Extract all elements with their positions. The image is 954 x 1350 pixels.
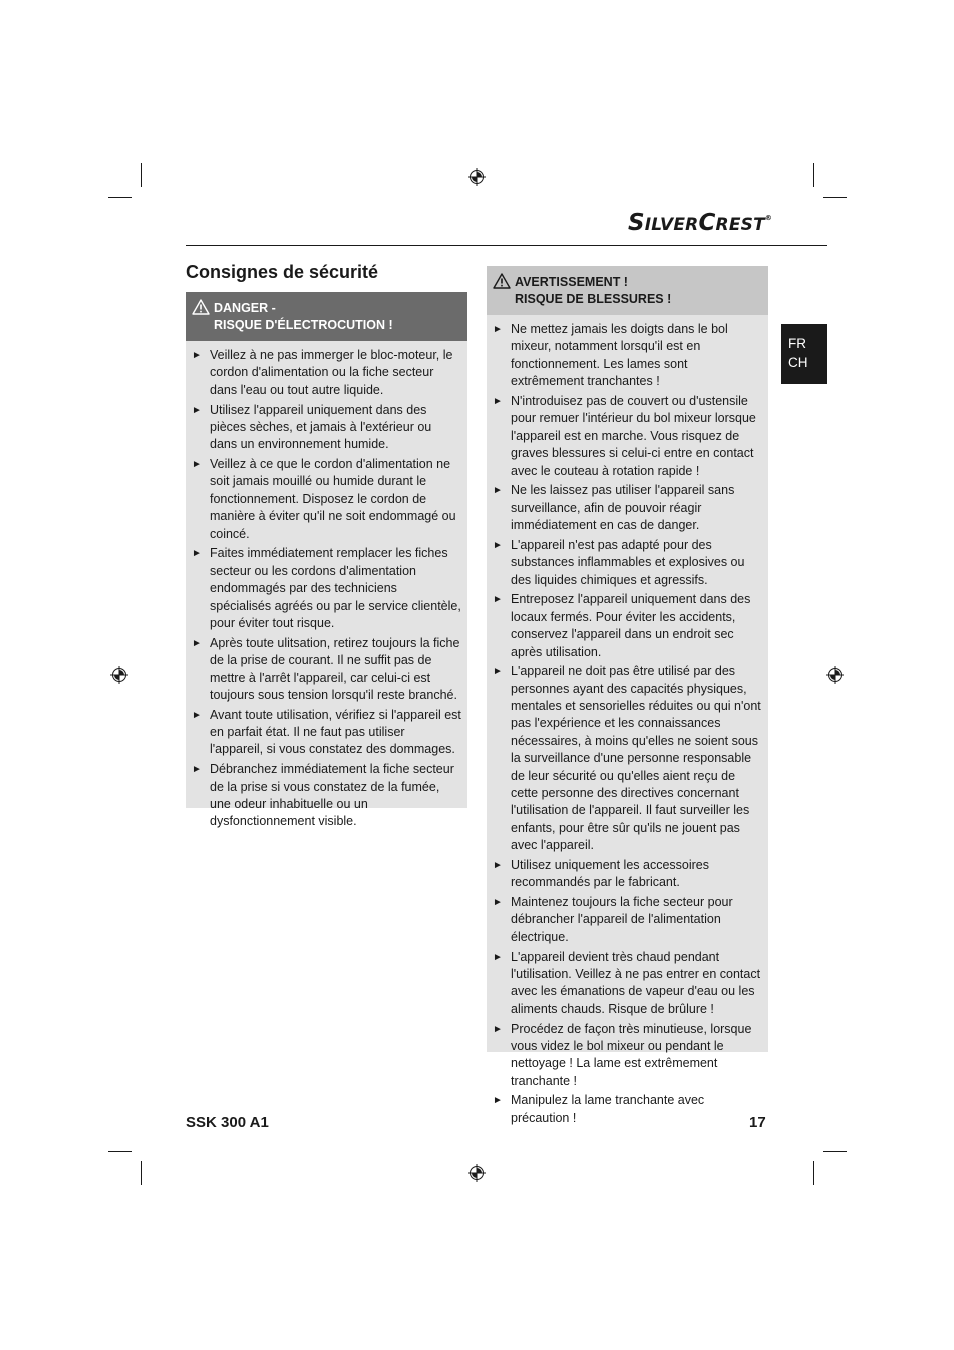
- registered-mark: ®: [764, 214, 773, 222]
- bullet-arrow-icon: ►: [493, 324, 503, 335]
- bullet-arrow-icon: ►: [192, 548, 202, 560]
- crop-mark: [813, 163, 814, 187]
- list-item: [487, 537, 762, 589]
- registration-mark-icon: [110, 666, 128, 684]
- bullet-arrow-icon: ►: [192, 404, 202, 416]
- list-item: [487, 1021, 762, 1091]
- list-item: [186, 707, 461, 759]
- crop-mark: [108, 197, 132, 198]
- logo-letter: C: [698, 210, 716, 236]
- list-item-text: Ne les laissez pas utiliser l'appareil sans surveillance, afin de pouvoir réagir immédiatement en cas de danger.: [511, 483, 735, 533]
- danger-heading: [186, 292, 467, 341]
- country-code: CH: [788, 355, 808, 370]
- bullet-arrow-icon: ►: [192, 459, 202, 471]
- list-item: [186, 761, 461, 831]
- list-item-text: L'appareil ne doit pas être utilisé par des personnes ayant des capacités physiques, mentales et sensorielles réduites ou qui n'ont pas l'expérience et les connaissances nécessaires, à moins qu'elles ne soient sous la surveillance d'une personne responsable de leur sécurité ou qu'elles aient reçu de cette personne des directives concernant l'utilisation de l'appareil. Il faut surveiller les enfants, pour être sûr qu'ils ne jouent pas avec l'appareil.: [511, 664, 761, 853]
- crop-mark: [813, 1161, 814, 1185]
- list-item-text: Avant toute utilisation, vérifiez si l'appareil est en parfait état. Il ne faut pas utiliser l'appareil, si vous constatez des dommages.: [210, 707, 461, 757]
- model-number: SSK 300 A1: [186, 1114, 269, 1131]
- bullet-arrow-icon: ►: [493, 1095, 503, 1107]
- warning-triangle-icon: [192, 299, 210, 315]
- warning-list: [487, 315, 768, 1134]
- crop-mark: [823, 197, 847, 198]
- bullet-arrow-icon: ►: [493, 539, 503, 551]
- logo-letters: ILVER: [644, 215, 699, 235]
- list-item-text: Maintenez toujours la fiche secteur pour débrancher l'appareil de l'alimentation électrique.: [511, 895, 733, 944]
- list-item: [487, 949, 762, 1019]
- list-item-text: L'appareil devient très chaud pendant l'utilisation. Veillez à ne pas entrer en contact avec les émanations de vapeur d'eau ou les aliments chauds. Risque de brûlure !: [511, 949, 761, 1016]
- language-code: FR: [788, 336, 806, 351]
- list-item: [186, 347, 461, 399]
- bullet-arrow-icon: ►: [493, 1023, 503, 1035]
- list-item: [487, 482, 762, 534]
- logo-letter: S: [628, 210, 645, 236]
- list-item: [186, 545, 461, 632]
- list-item: [487, 857, 762, 892]
- bullet-arrow-icon: ►: [192, 350, 202, 361]
- bullet-arrow-icon: ►: [493, 594, 503, 606]
- list-item-text: Débranchez immédiatement la fiche secteur de la prise si vous constatez de la fumée, une odeur inhabituelle ou un dysfonctionnement visible.: [210, 762, 454, 829]
- list-item-text: Veillez à ce que le cordon d'alimentation ne soit jamais mouillé ou humide durant le fonctionnement. Disposez le cordon de manière à éviter qu'il ne soit endommagé ou coincé.: [210, 457, 456, 541]
- bullet-arrow-icon: ►: [192, 637, 202, 649]
- list-item-text: Utilisez l'appareil uniquement dans des pièces sèches, et jamais à l'extérieur ou dans un environnement humide.: [210, 402, 432, 452]
- bullet-arrow-icon: ►: [493, 897, 503, 909]
- list-item: [186, 635, 461, 705]
- list-item: [487, 591, 762, 661]
- list-item-text: Utilisez uniquement les accessoires recommandés par le fabricant.: [511, 857, 710, 890]
- crop-mark: [141, 163, 142, 187]
- list-item-text: N'introduisez pas de couvert ou d'ustensile pour remuer l'intérieur du bol mixeur lorsque l'appareil est en marche. Vous risquez de graves blessures si celui-ci entre en contact avec le couteau à rotation rapide !: [511, 393, 756, 478]
- page-number: 17: [749, 1114, 766, 1131]
- bullet-arrow-icon: ►: [493, 951, 503, 963]
- list-item-text: L'appareil n'est pas adapté pour des substances inflammables et explosives ou des liquides chimiques et agressifs.: [511, 537, 745, 587]
- list-item-text: Veillez à ne pas immerger le bloc-moteur, le cordon d'alimentation ou la fiche secteur dans l'eau ou tout autre liquide.: [210, 348, 453, 397]
- list-item-text: Manipulez la lame tranchante avec précaution !: [511, 1093, 705, 1125]
- list-item: [487, 321, 762, 391]
- bullet-arrow-icon: ►: [493, 395, 503, 407]
- danger-box: [186, 292, 467, 829]
- list-item: [487, 663, 762, 854]
- language-tab: [781, 324, 827, 384]
- list-item: [186, 456, 461, 543]
- warning-heading-line2: RISQUE DE BLESSURES !: [515, 292, 672, 306]
- logo-letters: REST: [715, 215, 765, 235]
- brand-logo: [628, 210, 773, 240]
- bullet-arrow-icon: ►: [493, 485, 503, 497]
- bullet-arrow-icon: ►: [192, 709, 202, 721]
- list-item: [487, 894, 762, 946]
- header-rule: [186, 245, 827, 246]
- list-item: [487, 393, 762, 480]
- warning-heading-line1: AVERTISSEMENT !: [515, 275, 628, 289]
- list-item-text: Faites immédiatement remplacer les fiches secteur ou les cordons d'alimentation endommagés par des techniciens spécialisés agréés ou par le service clientèle, pour éviter tout risque.: [210, 546, 461, 630]
- crop-mark: [108, 1151, 132, 1152]
- registration-mark-icon: [468, 168, 486, 186]
- crop-mark: [823, 1151, 847, 1152]
- list-item-text: Après toute ulitsation, retirez toujours la fiche de la prise de courant. Il ne suffit pas de mettre à l'arrêt l'appareil, car celui-ci est toujours sous tension lorsqu'il reste branché.: [210, 635, 460, 702]
- danger-list: [186, 341, 467, 837]
- list-item-text: Entreposez l'appareil uniquement dans des locaux fermés. Pour éviter les accidents, conservez l'appareil dans un endroit sec après utilisation.: [511, 592, 751, 659]
- registration-mark-icon: [468, 1164, 486, 1182]
- list-item: [487, 1092, 762, 1127]
- bullet-arrow-icon: ►: [493, 666, 503, 678]
- list-item-text: Ne mettez jamais les doigts dans le bol mixeur, notamment lorsqu'il est en fonctionnement. Les lames sont extrêmement tranchantes !: [511, 322, 728, 389]
- list-item: [186, 402, 461, 454]
- danger-heading-line2: RISQUE D'ÉLECTROCUTION !: [214, 318, 393, 332]
- list-item-text: Procédez de façon très minutieuse, lorsque vous videz le bol mixeur ou pendant le nettoyage ! La lame est extrêmement tranchante !: [511, 1021, 752, 1088]
- danger-heading-line1: DANGER -: [214, 301, 276, 315]
- warning-heading: [487, 266, 768, 315]
- warning-triangle-icon: [493, 273, 511, 289]
- crop-mark: [141, 1161, 142, 1185]
- bullet-arrow-icon: ►: [192, 764, 202, 776]
- registration-mark-icon: [826, 666, 844, 684]
- bullet-arrow-icon: ►: [493, 859, 503, 871]
- page-title: Consignes de sécurité: [186, 262, 379, 282]
